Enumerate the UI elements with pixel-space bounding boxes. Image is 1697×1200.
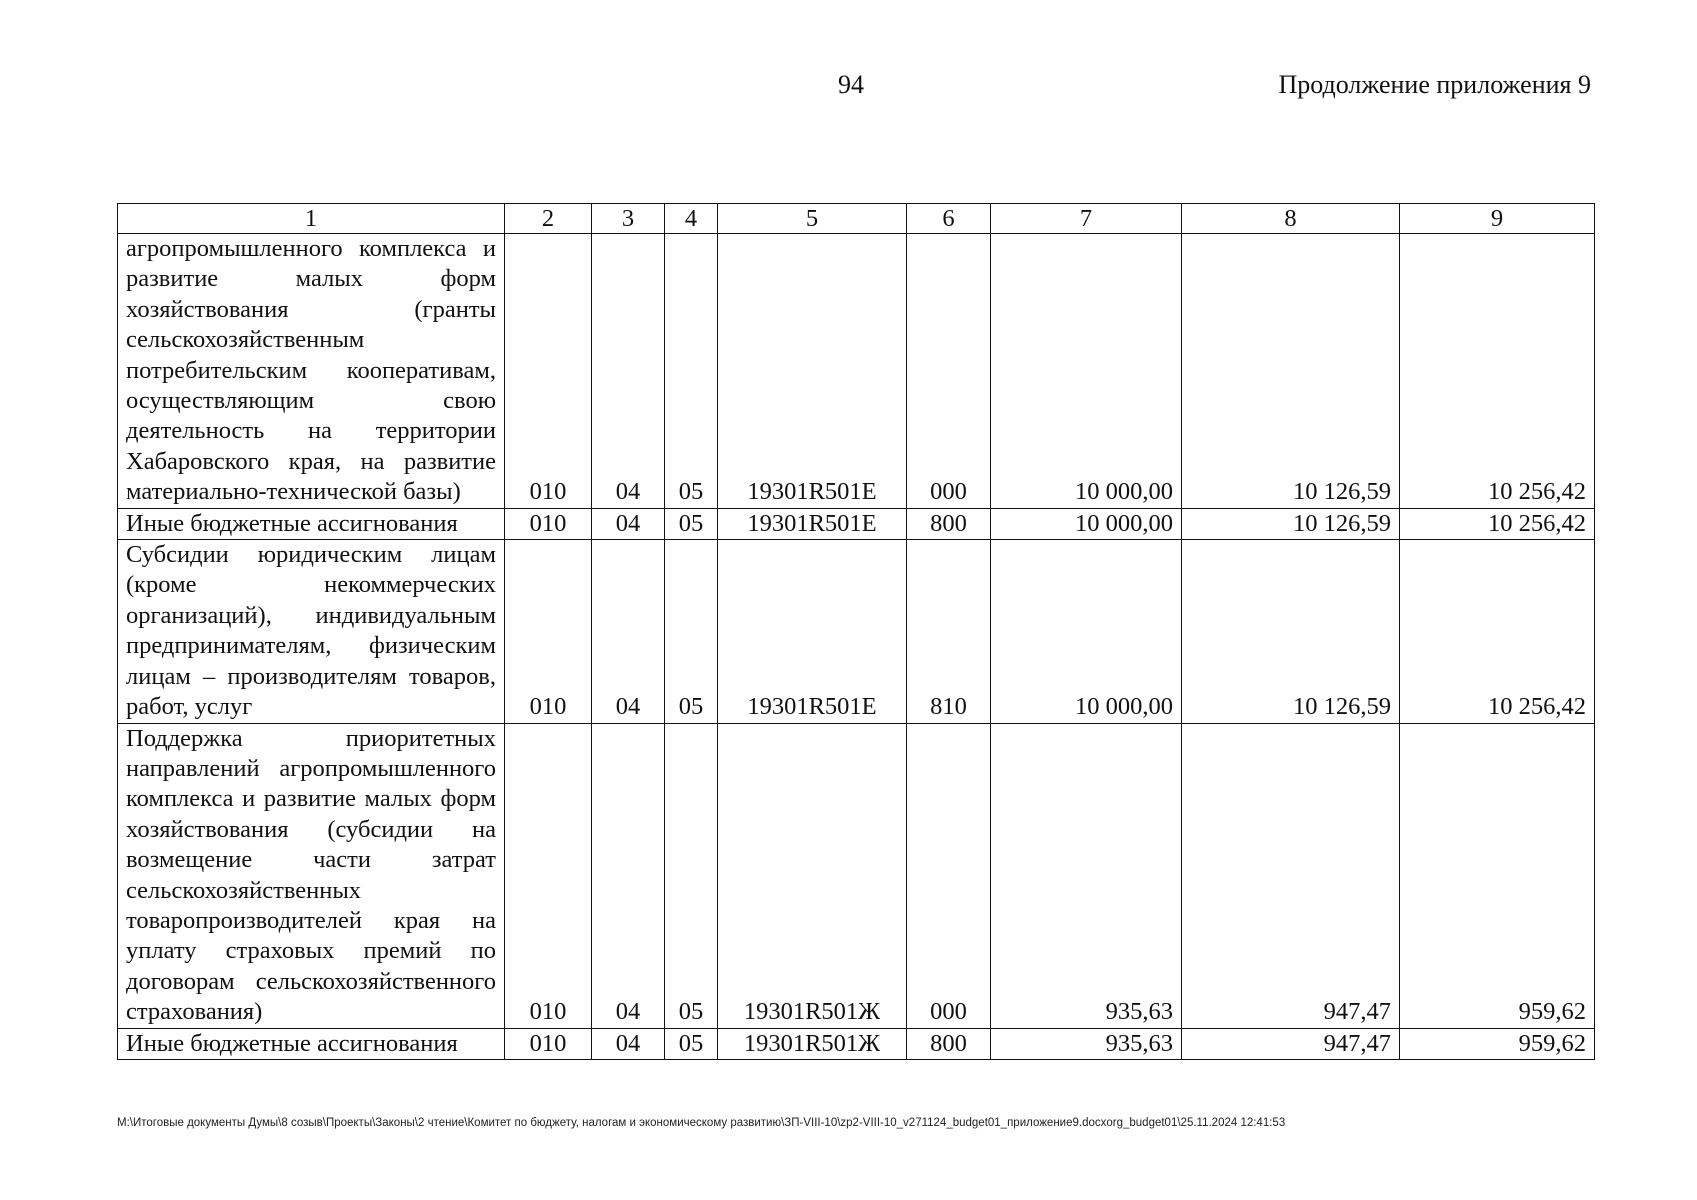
amount-col-9: 10 256,42 [1400, 540, 1595, 723]
table-row [118, 234, 1595, 509]
column-header-3: 3 [592, 204, 665, 234]
target-article-code: 19301R501Ж [718, 1028, 907, 1059]
page-number: 94 [838, 70, 864, 99]
amount-col-9: 10 256,42 [1400, 508, 1595, 539]
section-code: 04 [592, 723, 665, 1028]
table-row [118, 508, 1595, 539]
subsection-code: 05 [665, 1028, 718, 1059]
grbs-code: 010 [505, 723, 592, 1028]
amount-col-9: 959,62 [1400, 723, 1595, 1028]
subsection-code: 05 [665, 234, 718, 509]
table-row [118, 723, 1595, 1028]
appendix-continuation-label: Продолжение приложения 9 [1278, 70, 1591, 99]
amount-col-7: 10 000,00 [991, 508, 1182, 539]
column-header-2: 2 [505, 204, 592, 234]
amount-col-9: 959,62 [1400, 1028, 1595, 1059]
section-code: 04 [592, 234, 665, 509]
target-article-code: 19301R501Е [718, 540, 907, 723]
amount-col-9: 10 256,42 [1400, 234, 1595, 509]
target-article-code: 19301R501Е [718, 508, 907, 539]
grbs-code: 010 [505, 540, 592, 723]
column-number-row [118, 204, 1595, 234]
subsection-code: 05 [665, 540, 718, 723]
expense-type-code: 000 [907, 723, 991, 1028]
file-path-footer: M:\Итоговые документы Думы\8 созыв\Проекты\Законы\2 чтение\Комитет по бюджету, налогам и экономическому развитию\ЗП-VIII-10\zp2-VIII-10_v271124_budget01_приложение9.docxorg_budget01\25.11.2024 12:41:53 [117, 1117, 1286, 1129]
amount-col-7: 10 000,00 [991, 540, 1182, 723]
section-code: 04 [592, 508, 665, 539]
row-description: Поддержка приоритетных направлений агропромышленного комплекса и развитие малых форм хозяйствования (субсидии на возмещение части затрат сельскохозяйственных товаропроизводителей края на уплату страховых премий по договорам сельскохозяйственного страхования) [118, 723, 505, 1028]
budget-table [117, 203, 1595, 1060]
expense-type-code: 810 [907, 540, 991, 723]
amount-col-7: 935,63 [991, 1028, 1182, 1059]
table-row [118, 540, 1595, 723]
column-header-4: 4 [665, 204, 718, 234]
row-description: Субсидии юридическим лицам (кроме некоммерческих организаций), индивидуальным предпринимателям, физическим лицам – производителям товаров, работ, услуг [118, 540, 505, 723]
row-description: агропромышленного комплекса и развитие малых форм хозяйствования (гранты сельскохозяйственным потребительским кооперативам, осуществляющим свою деятельность на территории Хабаровского края, на развитие материально-технической базы) [118, 234, 505, 509]
amount-col-7: 10 000,00 [991, 234, 1182, 509]
column-header-8: 8 [1182, 204, 1400, 234]
column-header-5: 5 [718, 204, 907, 234]
row-description: Иные бюджетные ассигнования [118, 508, 505, 539]
column-header-6: 6 [907, 204, 991, 234]
column-header-1: 1 [118, 204, 505, 234]
column-header-7: 7 [991, 204, 1182, 234]
subsection-code: 05 [665, 723, 718, 1028]
amount-col-8: 10 126,59 [1182, 540, 1400, 723]
section-code: 04 [592, 540, 665, 723]
expense-type-code: 800 [907, 1028, 991, 1059]
table-row [118, 1028, 1595, 1059]
amount-col-8: 947,47 [1182, 1028, 1400, 1059]
section-code: 04 [592, 1028, 665, 1059]
amount-col-7: 935,63 [991, 723, 1182, 1028]
expense-type-code: 800 [907, 508, 991, 539]
amount-col-8: 10 126,59 [1182, 234, 1400, 509]
expense-type-code: 000 [907, 234, 991, 509]
target-article-code: 19301R501Ж [718, 723, 907, 1028]
amount-col-8: 10 126,59 [1182, 508, 1400, 539]
grbs-code: 010 [505, 1028, 592, 1059]
subsection-code: 05 [665, 508, 718, 539]
row-description: Иные бюджетные ассигнования [118, 1028, 505, 1059]
column-header-9: 9 [1400, 204, 1595, 234]
grbs-code: 010 [505, 234, 592, 509]
target-article-code: 19301R501Е [718, 234, 907, 509]
amount-col-8: 947,47 [1182, 723, 1400, 1028]
grbs-code: 010 [505, 508, 592, 539]
